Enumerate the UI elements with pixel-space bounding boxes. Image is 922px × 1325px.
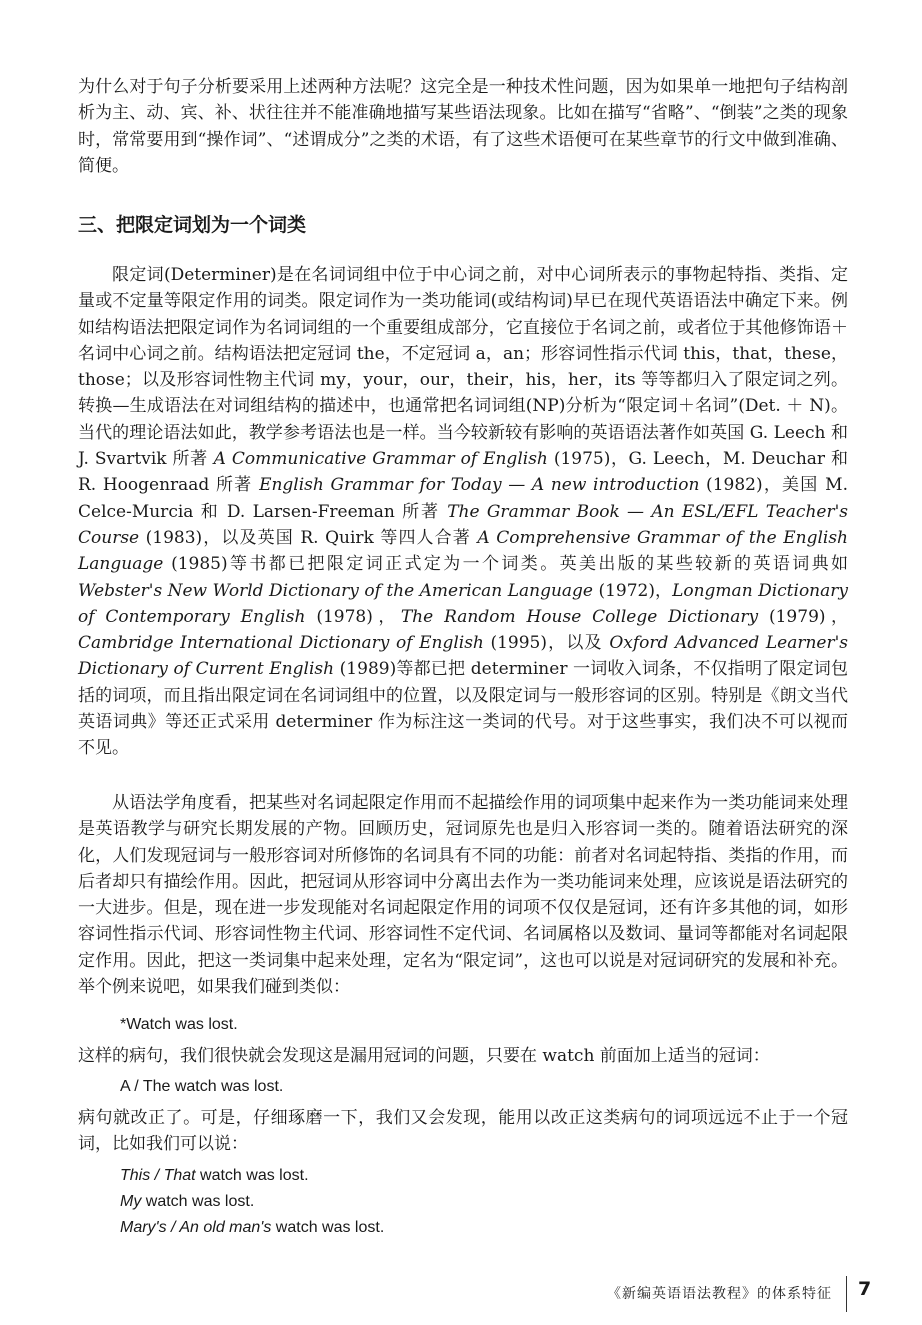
example-sentence: This / That watch was lost. [120, 1167, 309, 1184]
paragraph-history: 从语法学角度看，把某些对名词起限定作用而不起描绘作用的词项集中起来作为一类功能词来处理是英语教学与研究长期发展的产物。回顾历史，冠词原先也是归入形容词一类的。随着语法研究的深化，人们发现冠词与一般形容词对所修饰的名词具有不同的功能：前者对名词起特指、类指的作用，而后者却只有描绘作用。因此，把冠词从形容词中分离出去作为一类功能词来处理，应该说是语法研究的一大进步。但是，现在进一步发现能对名词起限定作用的词项不仅仅是冠词，还有许多其他的词，如形容词性指示代词、形容词性物主代词、形容词性不定代词、名词属格以及数词、量词等都能对名词起限定作用。因此，把这一类词集中起来处理，定名为“限定词”，这也可以说是对冠词研究的发展和补充。举个例来说吧，如果我们碰到类似： [78, 793, 848, 998]
page-number: 7 [858, 1278, 872, 1300]
dictionary-title: Oxford Advanced Learner's Dictionary of Current English [78, 633, 848, 680]
section-heading: 三、把限定词划为一个词类 [78, 214, 307, 236]
dictionary-title: Longman Dictionary of Contemporary English [78, 580, 848, 627]
paragraph-correction: 这样的病句，我们很快就会发现这是漏用冠词的问题，只要在 watch 前面加上适当的冠词： [78, 1046, 770, 1066]
running-footer-title: 《新编英语语法教程》的体系特征 [607, 1286, 832, 1302]
example-sentence: *Watch was lost. [120, 1016, 238, 1033]
dictionary-title: Cambridge International Dictionary of English [78, 633, 484, 654]
paragraph-determiner: 限定词(Determiner)是在名词词组中位于中心词之前，对中心词所表示的事物起特指、类指、定量或不定量等限定作用的词类。限定词作为一类功能词(或结构词)早已在现代英语语法中确定下来。例如结构语法把限定词作为名词词组的一个重要组成部分，它直接位于名词之前，或者位于其他修饰语＋名词中心词之前。结构语法把定冠词 the，不定冠词 a，an；形容词性指示代词 this，that，these，those；以及形容词性物主代词 my，your，our，their，his，her，its 等等都归入了限定词之列。转换—生成语法在对词组结构的描述中，也通常把名词词组(NP)分析为“限定词＋名词”(Det. ＋ N)。当代的理论语法如此，教学参考语法也是一样。当今较新较有影响的英语语法著作如英国 G. Leech 和 J. Svartvik 所著 A Communicative Grammar of English (1975)，G. Leech，M. Deuchar 和 R. Hoogenraad 所著 English Grammar for Today — A new introduction (1982)，美国 M. Celce-Murcia 和 D. Larsen-Freeman 所著 The Grammar Book — An ESL/EFL Teacher's Course (1983)，以及英国 R. Quirk 等四人合著 A Comprehensive Grammar of the English Language (1985)等书都已把限定词正式定为一个词类。英美出版的某些较新的英语词典如 Webster's New World Dictionary of the American Language (1972)，Longman Dictionary of Contemporary English (1978)，The Random House College Dictionary (1979)，Cambridge International Dictionary of English (1995)，以及 Oxford Advanced Learner's Dictionary of Current English (1989)等都已把 determiner 一词收入词条，不仅指明了限定词包括的词项，而且指出限定词在名词词组中的位置，以及限定词与一般形容词的区别。特别是《朗文当代英语词典》等还正式采用 determiner 作为标注这一类词的代号。对于这些事实，我们决不可以视而不见。 [78, 265, 849, 759]
book-title: English Grammar for Today — A new introduction [259, 475, 700, 496]
dictionary-title: Webster's New World Dictionary of the American Language [78, 580, 593, 601]
example-sentence: Mary's / An old man's watch was lost. [120, 1219, 385, 1236]
example-sentence: A / The watch was lost. [120, 1078, 284, 1095]
footer-divider [846, 1276, 847, 1312]
book-title: A Communicative Grammar of English [213, 449, 548, 470]
book-title: The Grammar Book — An ESL/EFL Teacher's Course [78, 501, 848, 548]
dictionary-title: The Random House College Dictionary [400, 606, 759, 627]
paragraph-more: 病句就改正了。可是，仔细琢磨一下，我们又会发现，能用以改正这类病句的词项远远不止于一个冠词，比如我们可以说： [78, 1108, 848, 1155]
book-title: A Comprehensive Grammar of the English Language [78, 527, 848, 575]
example-sentence: My watch was lost. [120, 1193, 255, 1210]
paragraph-intro: 为什么对于句子分析要采用上述两种方法呢？这完全是一种技术性问题，因为如果单一地把句子结构剖析为主、动、宾、补、状往往并不能准确地描写某些语法现象。比如在描写“省略”、“倒装”之类的现象时，常常要用到“操作词”、“述谓成分”之类的术语，有了这些术语便可在某些章节的行文中做到准确、简便。 [78, 77, 848, 176]
